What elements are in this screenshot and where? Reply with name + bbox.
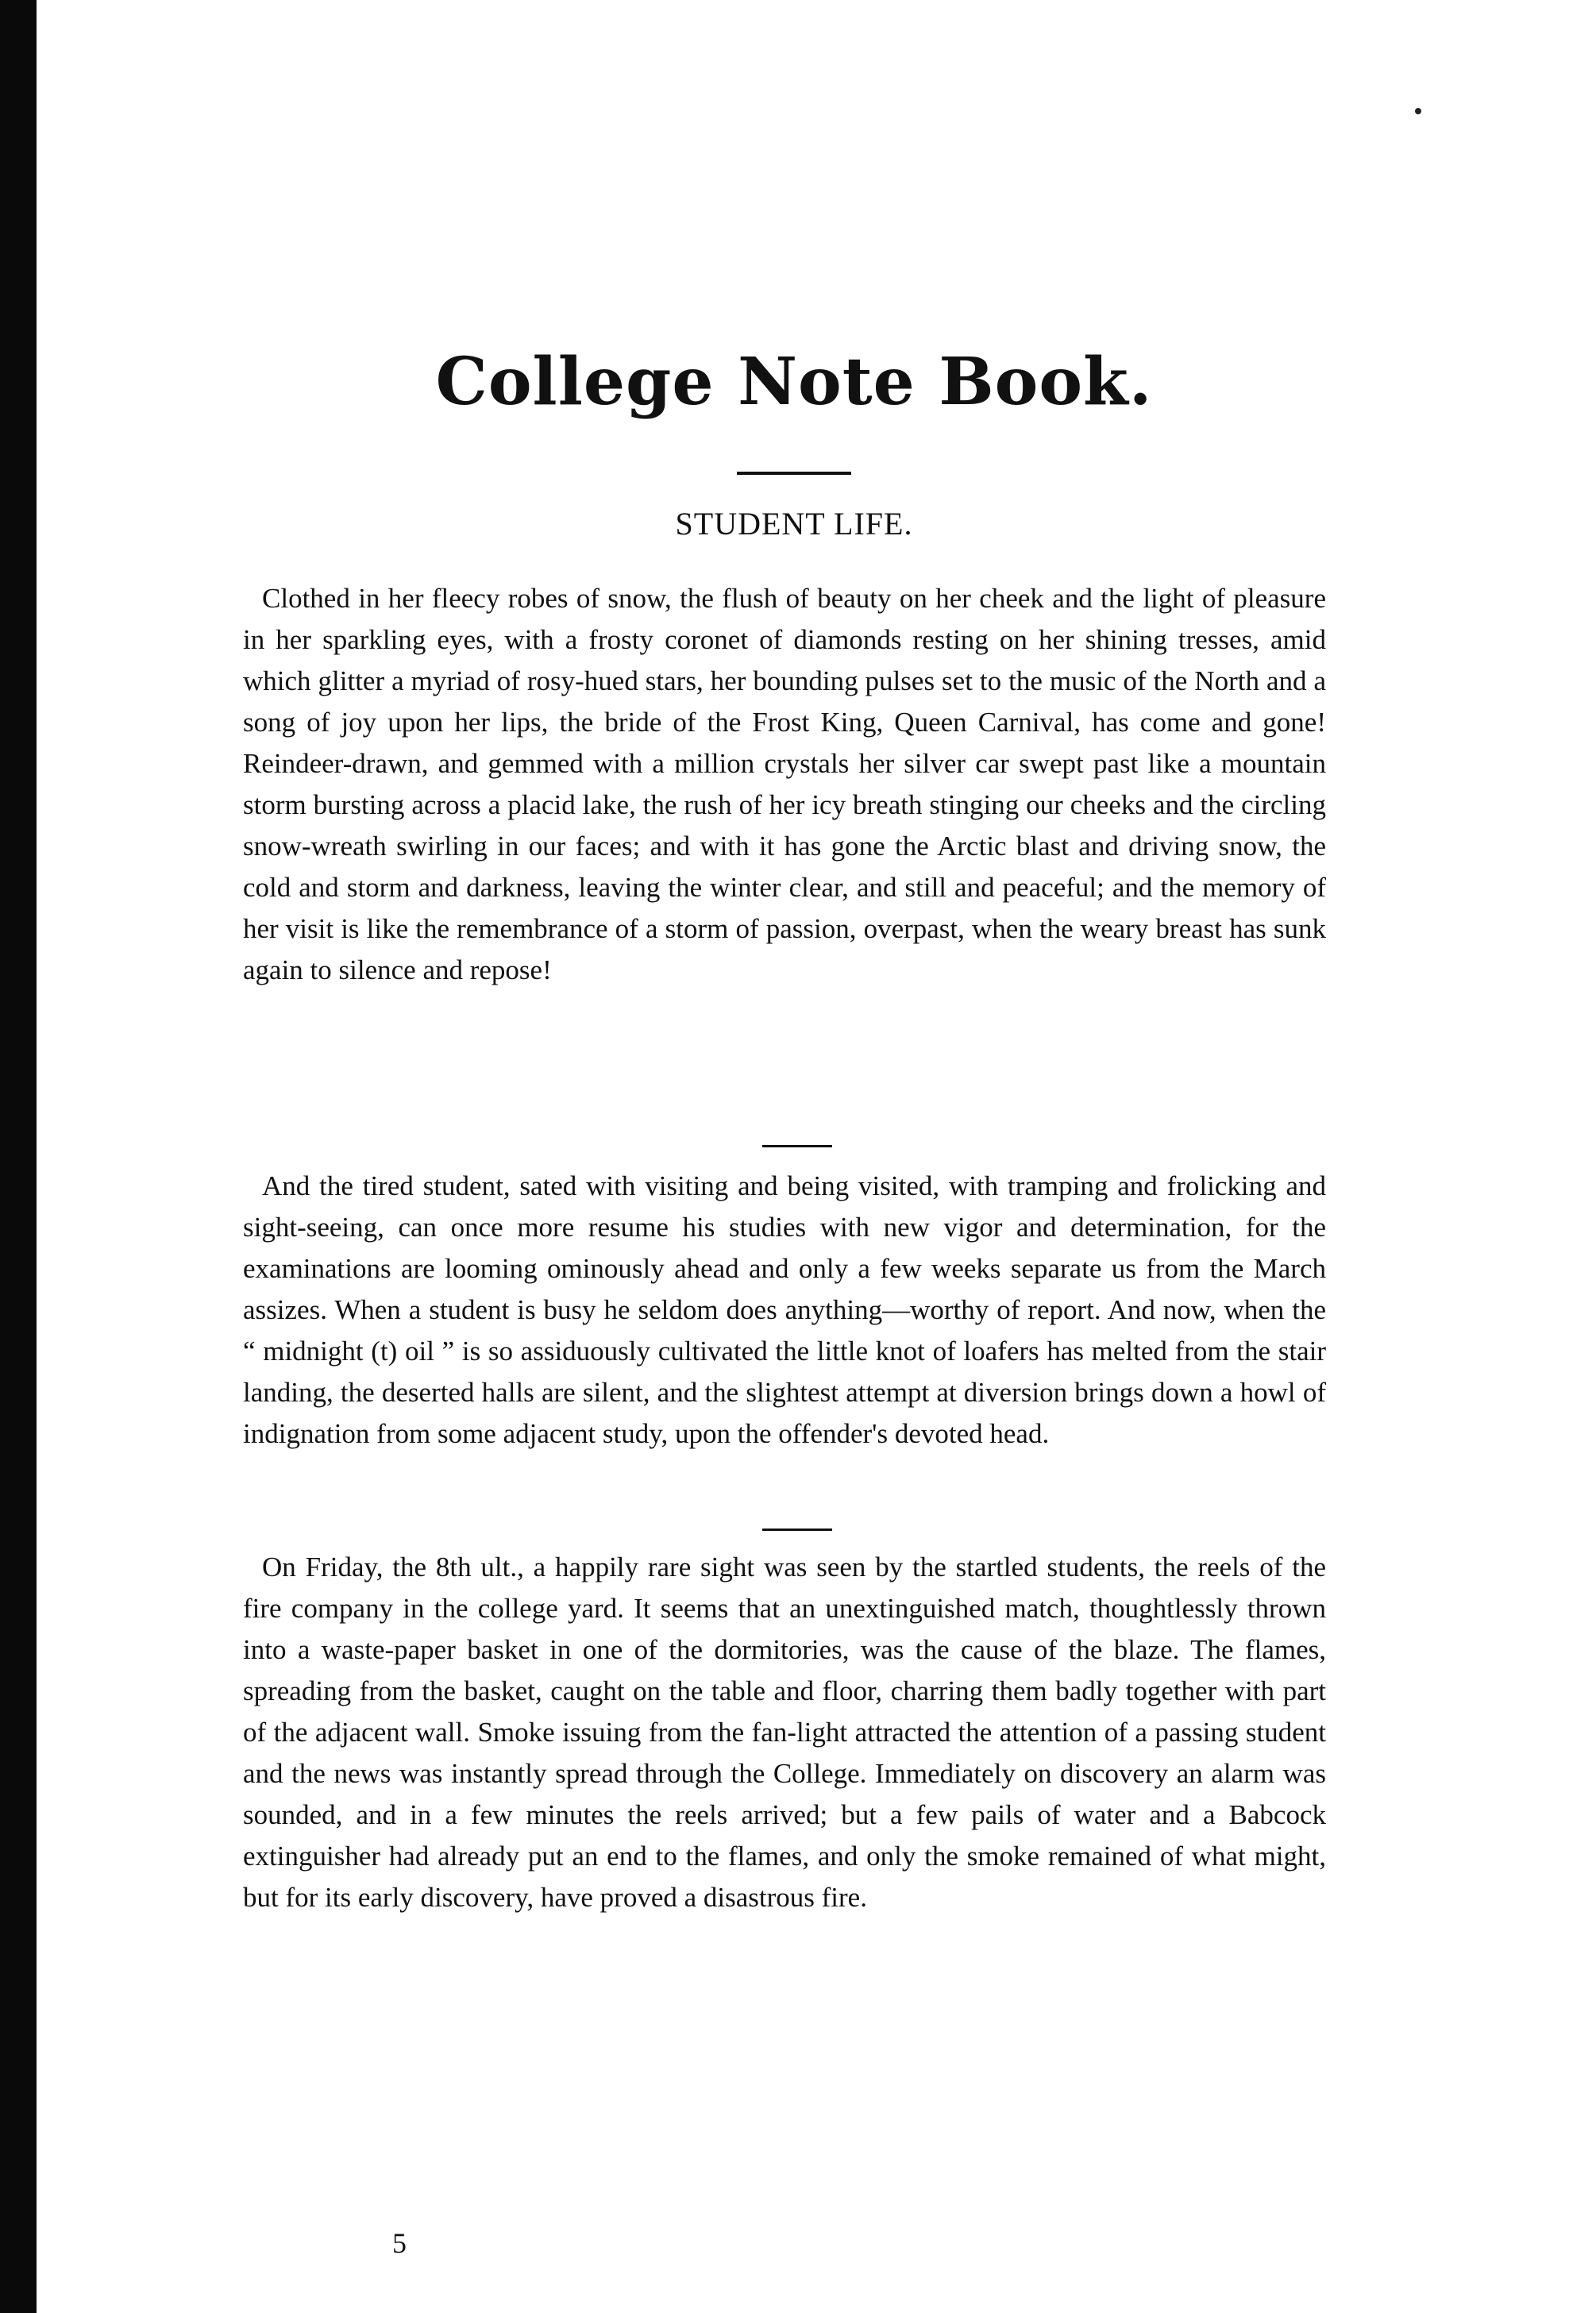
paragraph-studies: And the tired student, sated with visiting and being visited, with tramping and frolicking and sight-seeing, can once more resume his studies with new vigor and determination, for the examinations are looming ominously ahead and only a few weeks separate us from the March assizes. When a student is busy he seldom does anything—worthy of report. And now, when the “ midnight (t) oil ” is so assiduously cultivated the little knot of loafers has melted from the stair landing, the deserted halls are silent, and the slightest attempt at diversion brings down a howl of indignation from some adjacent study, upon the offender's devoted head. (243, 1170, 1326, 1449)
heading-rule (737, 472, 851, 475)
page-number: 5 (392, 2227, 407, 2259)
paragraph-fire: On Friday, the 8th ult., a happily rare sight was seen by the startled students, the reels of the fire company in the college yard. It seems that an unextinguished match, thoughtlessly thrown into a waste-paper basket in one of the dormitories, was the cause of the blaze. The flames, spreading from the basket, caught on the table and floor, charring them badly together with part of the adjacent wall. Smoke issuing from the fan-light attracted the attention of a passing student and the news was instantly spread through the College. Immediately on discovery an alarm was sounded, and in a few minutes the reels arrived; but a few pails of water and a Babcock extinguisher had already put an end to the flames, and only the smoke remained of what might, but for its early discovery, have proved a disastrous fire. (243, 1552, 1326, 1913)
section-divider (762, 1529, 832, 1531)
stray-ink-mark (1415, 108, 1421, 114)
paragraph-carnival: Clothed in her fleecy robes of snow, the flush of beauty on her cheek and the light of pleasure in her sparkling eyes, with a frosty coronet of diamonds resting on her shining tresses, amid which glitter a myriad of rosy-hued stars, her bounding pulses set to the music of the North and a song of joy upon her lips, the bride of the Frost King, Queen Carnival, has come and gone! Reindeer-drawn, and gemmed with a million crystals her silver car swept past like a mountain storm bursting across a placid lake, the rush of her icy breath stinging our cheeks and the circling snow-wreath swirling in our faces; and with it has gone the Arctic blast and driving snow, the cold and storm and darkness, leaving the winter clear, and still and peaceful; and the memory of her visit is like the remembrance of a storm of passion, overpast, when the weary breast has sunk again to silence and repose! (243, 583, 1326, 985)
binding-edge (0, 0, 37, 2313)
section-title: STUDENT LIFE. (675, 506, 913, 542)
page-heading: College Note Book. (435, 344, 1153, 420)
section-divider (762, 1145, 832, 1147)
